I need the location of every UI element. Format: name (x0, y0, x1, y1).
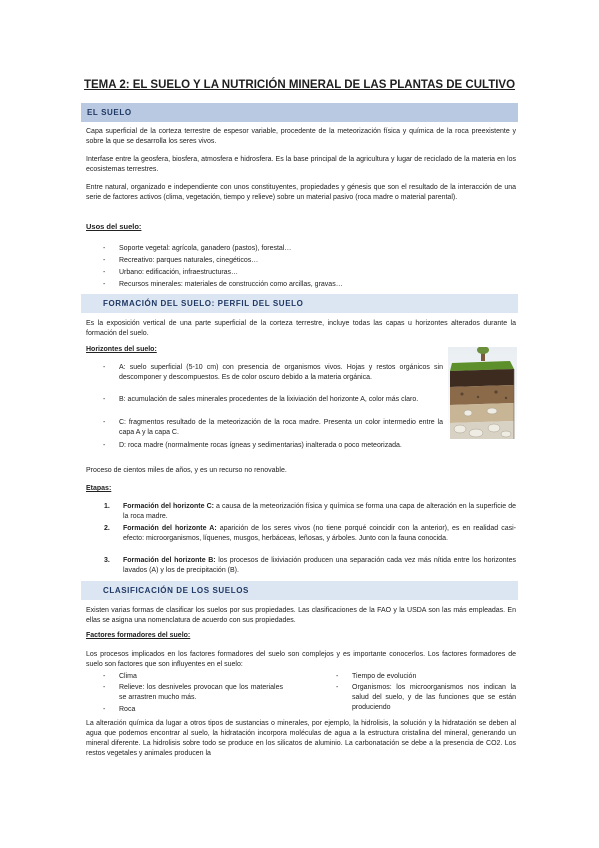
paragraph: Existen varias formas de clasificar los suelos por sus propiedades. Las clasificaciones de la FAO y la USDA son las más empleadas. En ellas se asigna una nomenclatura de acuerdo con sus propiedades. (86, 607, 516, 624)
section-heading-formacion: FORMACIÓN DEL SUELO: PERFIL DEL SUELO (81, 294, 518, 313)
paragraph: Capa superficial de la corteza terrestre de espesor variable, procedente de la meteorización física y química de la roca preexistente y sobre la que se desarrolla los seres vivos. (86, 128, 516, 145)
paragraph: La alteración química da lugar a otros tipos de sustancias o minerales, por ejemplo, la hidrolisis, la solución y la hidratación se deben al agua que podemos encontrar al suelo, la hidratación incorpora moléculas de agua a la estructura cristalina del mineral, generando un mineral diferente. La hidrolisis sobre todo se produce en los silicatos de aluminio. La carbonatación se debe a la presencia de CO2. Los restos vegetales y animales producen la (86, 720, 516, 757)
section-heading-clasificacion: CLASIFICACIÓN DE LOS SUELOS (81, 581, 518, 600)
paragraph: Es la exposición vertical de una parte superficial de la corteza terrestre, incluye todas las capas u horizontes alterados durante la formación del suelo. (86, 320, 516, 337)
paragraph: Los procesos implicados en los factores formadores del suelo son complejos y es importante conocerlos. Los factores formadores de suelo son factores que son influyentes en el suelo: (86, 651, 516, 668)
paragraph: Interfase entre la geosfera, biosfera, atmosfera e hidrosfera. Es la base principal de la agricultura y lugar de reciclado de la materia en los ecosistemas terrestres. (86, 156, 516, 173)
paragraph: Entre natural, organizado e independiente con unos constituyentes, propiedades y génesis que son el resultado de la interacción de una serie de factores activos (clima, vegetación, tiempo y relieve) sobre un material pasivo (roca madre o material parental). (86, 184, 516, 201)
soil-profile-illustration (448, 347, 517, 441)
document-page: TEMA 2: EL SUELO Y LA NUTRICIÓN MINERAL DE LAS PLANTAS DE CULTIVO EL SUELO Capa superficial de la corteza terrestre de espesor variable, procedente de la meteorización física y química de la roca preexistente y sobre la que se desarrolla los seres vivos. Interfase entre la geosfera, biosfera, atmosfera e hidrosfera. Es la base principal de la agricultura y lugar de reciclado de la materia en los ecosistemas terrestres. Entre natural, organizado e independiente con unos constituyentes, propiedades y génesis que son el resultado de la interacción de una serie de factores activos (clima, vegetación, tiempo y relieve) sobre un material pasivo (roca madre o material parental). Usos del suelo: - Soporte vegetal: agrícola, ganadero (pastos), forestal… - Recreativo: parques naturales, cinegéticos… - Urbano: edificación, infraestructuras… - Recursos minerales: materiales de construcción como arcillas, gravas… FORMACIÓN DEL SUELO: PERFIL DEL SUELO Es la exposición vertical de una parte superficial de la corteza terrestre, incluye todas las capas u horizontes alterados durante la formación del suelo. Horizontes del suelo: - A: suelo superficial (5-10 cm) con presencia de organismos vivos. Hojas y restos orgánicos sin descomponer y descompuestos. Es de color oscuro debido a la materia orgánica. - B: acumulación de sales minerales procedentes de la lixiviación del horizonte A, color más claro. - C: fragmentos resultado de la meteorización de la roca madre. Presenta un color intermedio entre la capa A y la capa C. - D: roca madre (normalmente rocas ígneas y sedimentarias) inalterada o poco meteorizada. Proceso de cientos miles de años, y es un recurso no renovable. Etapas: 1. Formación del horizonte C: a causa de la meteorización física y química se forma una capa de alteración en la superficie de la roca madre. 2. Formación del horizonte A: aparición de los seres vivos (no tiene porqué coincidir con la anterior), es en realidad casi-efecto: microorganismos, líquenes, musgos, herbáceas, leñosas, y árboles. Junto con la fauna conocida. 3. Formación del horizonte B: los procesos de lixiviación producen una separación cada vez más nítida entre los horizontes lavados (A) y los de precipitación (B). CLASIFICACIÓN DE LOS SUELOS Existen varias formas de clasificar los suelos por sus propiedades. Las clasificaciones de la FAO y la USDA son las más empleadas. En ellas se asigna una nomenclatura de acuerdo con sus propiedades. Factores formadores del suelo: Los procesos implicados en los factores formadores del suelo son complejos y es importante conocerlos. Los factores formadores de suelo son factores que son influyentes en el suelo: - Clima - Relieve: los desniveles provocan que los materiales se arrastren mucho más. - Roca - Tiempo de evolución - Organismos: los microorganismos nos indican la salud del suelo, y de las funciones que se están produciendo La alteración química da lugar a otros tipos de sustancias o minerales, por ejemplo, la hidrolisis, la solución y la hidratación se deben al agua que podemos encontrar al suelo, la hidratación incorpora moléculas de agua a la estructura cristalina del mineral, generando un mineral diferente. La hidrolisis sobre todo se produce en los silicatos de aluminio. La carbonatación se debe a la presencia de CO2. Los restos vegetales y animales producen la (0, 0, 599, 848)
section-heading-suelo: EL SUELO (81, 103, 518, 122)
page-title: TEMA 2: EL SUELO Y LA NUTRICIÓN MINERAL DE LAS PLANTAS DE CULTIVO (83, 79, 516, 91)
subheading-etapas: Etapas: (86, 485, 112, 492)
subheading-horizontes: Horizontes del suelo: (86, 346, 157, 353)
subheading-usos: Usos del suelo: (86, 222, 142, 231)
paragraph: Proceso de cientos miles de años, y es un recurso no renovable. (86, 467, 287, 474)
subheading-factores: Factores formadores del suelo: (86, 632, 191, 639)
